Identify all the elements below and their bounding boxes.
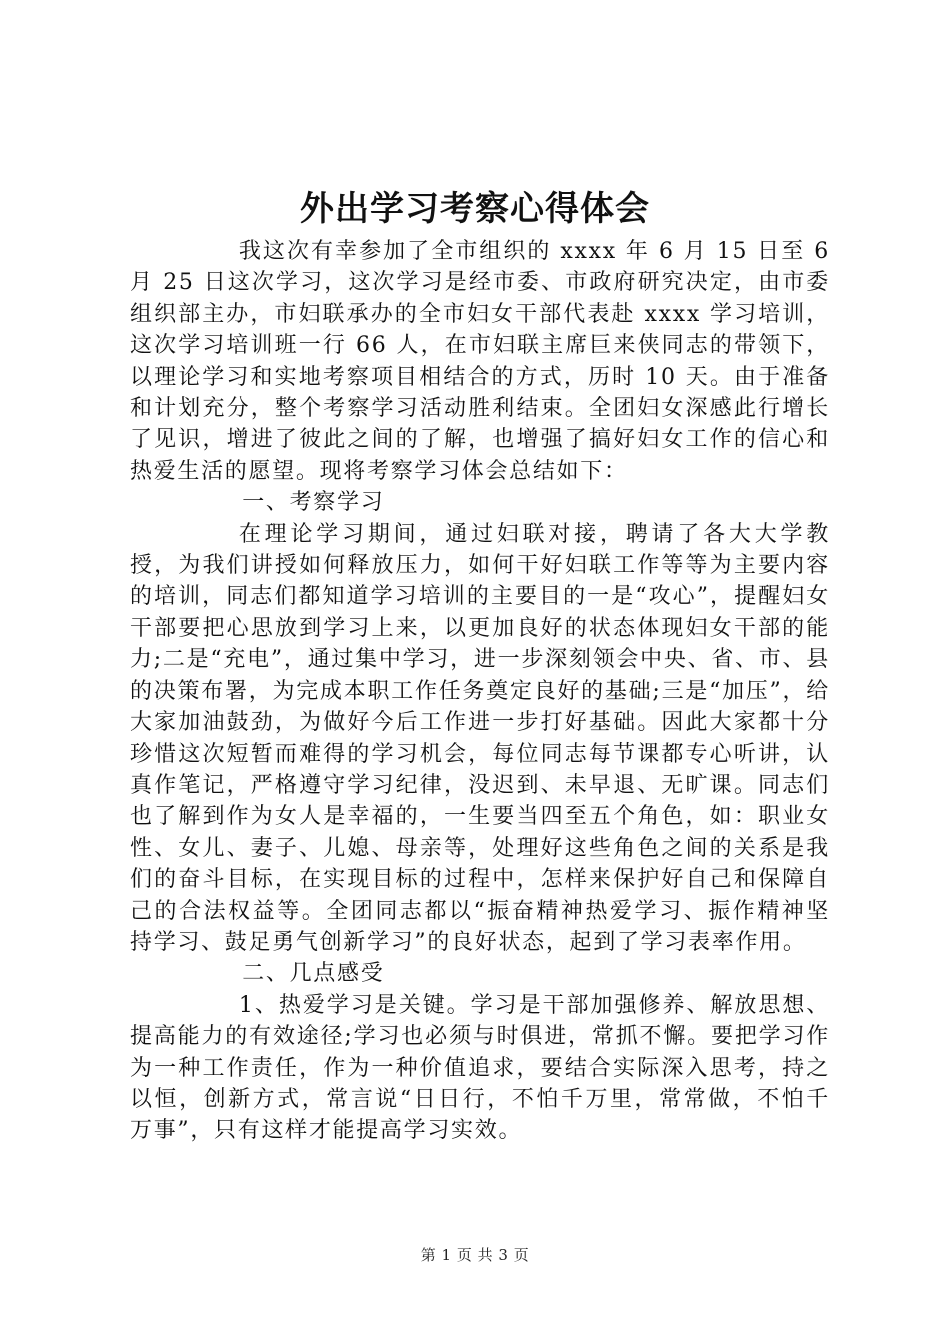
study-paragraph: 在理论学习期间，通过妇联对接，聘请了各大大学教授，为我们讲授如何释放压力，如何干好妇联工作等等为主要内容的培训，同志们都知道学习培训的主要目的一是“攻心”，提醒妇女干部要把心思放到学习上来，以更加良好的状态体现妇女干部的能力;二是“充电”，通过集中学习，进一步深刻领会中央、省、市、县的决策布署，为完成本职工作任务奠定良好的基础;三是“加压”，给大家加油鼓劲，为做好今后工作进一步打好基础。因此大家都十分珍惜这次短暂而难得的学习机会，每位同志每节课都专心听讲，认真作笔记，严格遵守学习纪律，没迟到、未早退、无旷课。同志们也了解到作为女人是幸福的，一生要当四至五个角色，如：职业女性、女儿、妻子、儿媳、母亲等，处理好这些角色之间的关系是我们的奋斗目标，在实现目标的过程中，怎样来保护好自己和保障自己的合法权益等。全团同志都以“振奋精神热爱学习、振作精神坚持学习、鼓足勇气创新学习”的良好状态，起到了学习表率作用。	[130, 521, 830, 955]
page-number-footer: 第 1 页 共 3 页	[420, 1246, 530, 1264]
document-body	[130, 236, 830, 1147]
section-heading-feelings: 二、几点感受	[242, 961, 385, 987]
section-heading-study: 一、考察学习	[242, 490, 385, 516]
document-title: 外出学习考察心得体会	[300, 189, 650, 229]
feelings-paragraph: 1、热爱学习是关键。学习是干部加强修养、解放思想、提高能力的有效途径;学习也必须与时俱进，常抓不懈。要把学习作为一种工作责任，作为一种价值追求，要结合实际深入思考，持之以恒，创新方式，常言说“日日行，不怕千万里，常常做，不怕千万事”，只有这样才能提高学习实效。	[130, 992, 830, 1144]
intro-paragraph: 我这次有幸参加了全市组织的 xxxx 年 6 月 15 日至 6 月 25 日这次学习，这次学习是经市委、市政府研究决定，由市委组织部主办，市妇联承办的全市妇女干部代表赴 xxxx 学习培训，这次学习培训班一行 66 人，在市妇联主席巨来侠同志的带领下，以理论学习和实地考察项目相结合的方式，历时 10 天。由于准备和计划充分，整个考察学习活动胜利结束。全团妇女深感此行增长了见识，增进了彼此之间的了解，也增强了搞好妇女工作的信心和热爱生活的愿望。现将考察学习体会总结如下：	[130, 239, 830, 484]
